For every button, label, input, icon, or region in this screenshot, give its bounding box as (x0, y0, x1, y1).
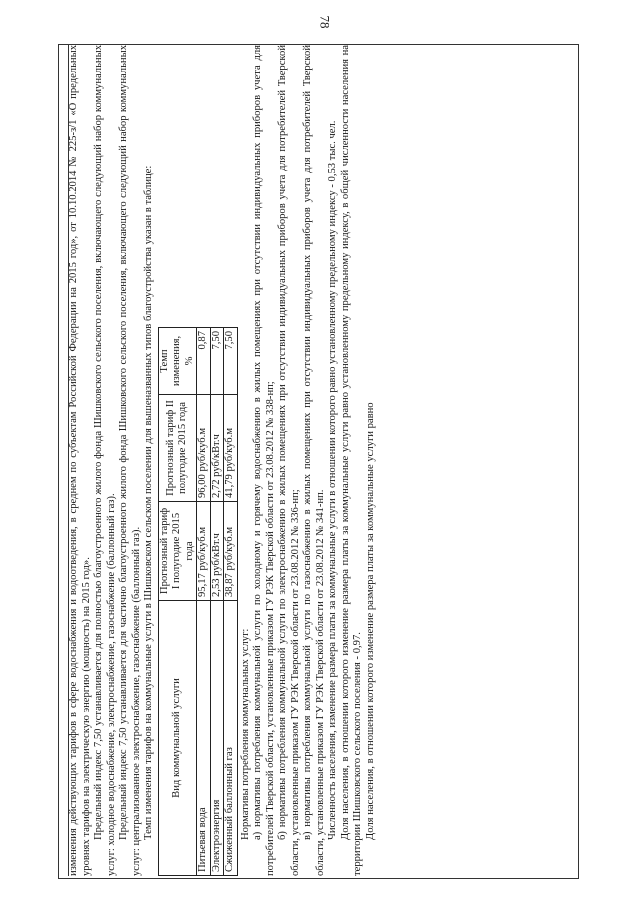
cell-tariff-h2: 96,00 руб/куб.м (197, 395, 211, 502)
cell-service: Электроэнергия (210, 601, 224, 876)
table-row (210, 328, 224, 876)
paragraph-norm-electricity: б) нормативы потребления коммунальной услуги по электроснабжению в жилых помещениях при отсутствии индивидуальных приборов учета для потребителей Тверской области, установленные приказом ГУ РЭК Тверской области от 23.08.2012 № 336-нп; (277, 45, 301, 876)
cell-tariff-h2: 41,79 руб/куб.м (224, 395, 238, 502)
cell-tariff-h2: 2,72 руб/кВт.ч (210, 395, 224, 502)
cell-tariff-h1: 38,87 руб/куб.м (224, 502, 238, 601)
tariff-table (158, 327, 238, 876)
header-service-type: Вид коммунальной услуги (158, 601, 197, 876)
cell-change: 7,50 (210, 328, 224, 395)
cell-tariff-h1: 95,17 руб/куб.м (197, 502, 211, 601)
cell-service: Питьевая вода (197, 601, 211, 876)
header-tariff-h1: Прогнозный тариф I полугодие 2015 года (158, 502, 197, 601)
table-header-row (158, 328, 197, 876)
table-row (224, 328, 238, 876)
paragraph-norm-gas: в) нормативы потребления коммунальной услуги по газоснабжению в жилых помещениях при отсутствии индивидуальных приборов учета для потребителей Тверской области, установленные приказом ГУ РЭК Тверской области от 23.08.2012 № 341-нп. (302, 45, 326, 876)
cell-service: Сжиженный баллонный газ (224, 601, 238, 876)
paragraph-table-intro: Темп изменения тарифов на коммунальные услуги в Шишковском сельском поселении для вышеназванных типов благоустройства указан в таблице: (143, 165, 154, 840)
paragraph-population-share-cont: Доля населения, в отношении которого изменение размера платы за коммунальные услуги равно (364, 402, 376, 840)
paragraph-index-full: Предельный индекс 7,50 устанавливается для полностью благоустроенного жилого фонда Шишковского сельского поселения, включающего следующий набор коммунальных услуг: холодное водоснабжение, электроснабжение, газоснабжение (баллонный газ). (93, 45, 117, 876)
cell-change: 7,50 (224, 328, 238, 395)
paragraph-population-share: Доля населения, в отношении которого изменение размера платы за коммунальные услуги равно установленному предельному индексу, в общей численности населения на территории Шишковского сельского поселения - 0,97. (339, 45, 363, 876)
page-number: 78 (317, 15, 333, 29)
header-change-rate: Темп изменения, % (158, 328, 197, 395)
cell-tariff-h1: 2,53 руб/кВт.ч (210, 502, 224, 601)
table-row (197, 328, 211, 876)
paragraph-population: Численность населения, изменение размера платы за коммунальные услуги в отношении которого равно установленному предельному индексу - 0,53 тыс. чел. (327, 120, 338, 840)
paragraph-norms-title: Нормативы потребления коммунальных услуг: (239, 628, 251, 840)
document-body (68, 45, 550, 876)
paragraph-intro: изменения действующих тарифов в сфере водоснабжения и водоотведения, в среднем по субъектам Российской Федерации на 2015 год», от 10.10.2014 № 225-з/1 «О предельных уровнях тарифов на электрическую энергию (мощность) на 2015 год». (68, 45, 92, 876)
header-tariff-h2: Прогнозный тариф II полугодие 2015 года (158, 395, 197, 502)
cell-change: 0,87 (197, 328, 211, 395)
paragraph-index-partial: Предельный индекс 7,50 устанавливается для частично благоустроенного жилого фонда Шишковского сельского поселения, включающего следующий набор коммунальных услуг: централизованное электроснабжение, газоснабжение (баллонный газ). (118, 45, 142, 876)
paragraph-norm-water: а) нормативы потребления коммунальной услуги по холодному и горячему водоснабжению в жилых помещениях при отсутствии индивидуальных приборов учета для потребителей Тверской области, установленные приказом ГУ РЭК Тверской области от 23.08.2012 № 338-нп; (252, 45, 276, 876)
